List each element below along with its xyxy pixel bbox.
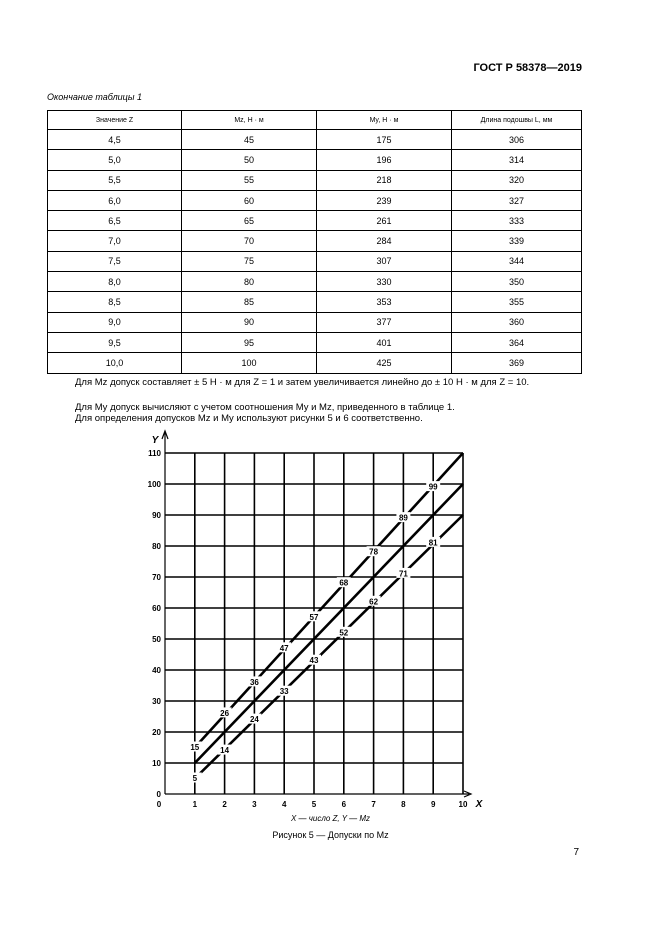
table-cell: 369 xyxy=(452,353,582,373)
tolerance-table xyxy=(47,110,582,374)
table-row xyxy=(48,130,582,150)
standard-header: ГОСТ Р 58378—2019 xyxy=(473,62,582,74)
table-cell: 339 xyxy=(452,231,582,251)
table-row xyxy=(48,332,582,352)
table-cell: 364 xyxy=(452,332,582,352)
point-label: 89 xyxy=(398,513,408,523)
table-cell: 85 xyxy=(182,292,317,312)
point-label: 99 xyxy=(428,482,438,492)
table-caption: Окончание таблицы 1 xyxy=(47,92,142,102)
point-label: 47 xyxy=(279,643,289,653)
table-cell: 330 xyxy=(317,272,452,292)
paragraph-my-tolerance: Для My допуск вычисляют с учетом соотношения My и Mz, приведенного в таблице 1. xyxy=(75,402,455,413)
x-tick-label: 4 xyxy=(281,800,287,809)
table-cell: 284 xyxy=(317,231,452,251)
figure-legend: X — число Z, Y — Mz xyxy=(290,814,371,823)
x-tick-label: 10 xyxy=(458,800,468,809)
table-row xyxy=(48,272,582,292)
paragraph-mz-tolerance: Для Mz допуск составляет ± 5 Н · м для Z = 1 и затем увеличивается линейно до ± 10 Н · м для Z = 10. xyxy=(75,377,530,388)
y-tick-label: 90 xyxy=(152,511,161,520)
table-cell: 70 xyxy=(182,231,317,251)
page-number: 7 xyxy=(573,847,579,858)
col-my: My, Н · м xyxy=(317,111,452,130)
table-row xyxy=(48,170,582,190)
table-cell: 9,5 xyxy=(48,332,182,352)
col-z: Значение Z xyxy=(48,111,182,130)
table-cell: 65 xyxy=(182,211,317,231)
table-cell: 175 xyxy=(317,130,452,150)
x-tick-label: 7 xyxy=(371,800,376,809)
point-label: 5 xyxy=(192,774,198,783)
table-cell: 377 xyxy=(317,312,452,332)
table-row xyxy=(48,292,582,312)
y-tick-label: 110 xyxy=(148,449,161,458)
y-tick-label: 60 xyxy=(152,604,161,613)
y-tick-label: 30 xyxy=(152,697,161,706)
point-label: 52 xyxy=(339,628,349,638)
table-cell: 353 xyxy=(317,292,452,312)
table-cell: 196 xyxy=(317,150,452,170)
table-row xyxy=(48,251,582,271)
table-row xyxy=(48,312,582,332)
point-label: 24 xyxy=(249,715,259,725)
y-tick-label: 100 xyxy=(147,480,161,489)
table-cell: 75 xyxy=(182,251,317,271)
x-tick-label: 0 xyxy=(156,800,162,809)
table-cell: 5,5 xyxy=(48,170,182,190)
point-label: 43 xyxy=(309,656,319,666)
table-cell: 218 xyxy=(317,170,452,190)
table-cell: 50 xyxy=(182,150,317,170)
table-cell: 320 xyxy=(452,170,582,190)
table-row xyxy=(48,150,582,170)
table-cell: 401 xyxy=(317,332,452,352)
table-cell: 45 xyxy=(182,130,317,150)
point-label: 15 xyxy=(190,743,200,752)
y-tick-label: 70 xyxy=(152,573,161,582)
table-cell: 355 xyxy=(452,292,582,312)
y-tick-label: 50 xyxy=(152,635,161,644)
x-tick-label: 6 xyxy=(341,800,347,809)
table-cell: 6,5 xyxy=(48,211,182,231)
table-header-row xyxy=(48,111,582,130)
point-label: 81 xyxy=(428,538,438,548)
x-tick-label: 2 xyxy=(222,800,227,809)
x-tick-label: 5 xyxy=(311,800,317,809)
x-tick-label: 1 xyxy=(192,800,198,809)
table-cell: 6,0 xyxy=(48,190,182,210)
table-cell: 10,0 xyxy=(48,353,182,373)
x-tick-label: 8 xyxy=(401,800,406,809)
table-cell: 9,0 xyxy=(48,312,182,332)
table-cell: 425 xyxy=(317,353,452,373)
table-cell: 7,0 xyxy=(48,231,182,251)
table-cell: 306 xyxy=(452,130,582,150)
table-cell: 261 xyxy=(317,211,452,231)
table-cell: 55 xyxy=(182,170,317,190)
x-tick-label: 3 xyxy=(252,800,257,809)
paragraph-figures-ref: Для определения допусков Mz и My используют рисунки 5 и 6 соответственно. xyxy=(75,413,423,424)
point-label: 36 xyxy=(249,677,259,687)
tolerance-chart xyxy=(135,425,495,810)
table-row xyxy=(48,211,582,231)
point-label: 33 xyxy=(279,687,289,697)
y-tick-label: 40 xyxy=(152,666,161,675)
y-tick-label: 10 xyxy=(152,759,161,768)
series-line-lower xyxy=(195,515,463,779)
table-cell: 314 xyxy=(452,150,582,170)
series-line-upper xyxy=(195,453,463,748)
table-cell: 60 xyxy=(182,190,317,210)
col-mz: Mz, Н · м xyxy=(182,111,317,130)
table-cell: 333 xyxy=(452,211,582,231)
table-cell: 8,5 xyxy=(48,292,182,312)
point-label: 71 xyxy=(398,569,408,579)
series-line-nominal xyxy=(195,484,463,763)
table-cell: 344 xyxy=(452,251,582,271)
y-tick-label: 0 xyxy=(156,790,161,799)
table-cell: 100 xyxy=(182,353,317,373)
point-label: 26 xyxy=(220,708,230,718)
table-row xyxy=(48,353,582,373)
table-row xyxy=(48,231,582,251)
point-label: 78 xyxy=(369,547,379,557)
y-tick-label: 80 xyxy=(152,542,161,551)
table-cell: 95 xyxy=(182,332,317,352)
y-tick-label: 20 xyxy=(152,728,161,737)
point-label: 57 xyxy=(309,612,319,622)
table-cell: 350 xyxy=(452,272,582,292)
col-length: Длина подошвы L, мм xyxy=(452,111,582,130)
table-cell: 90 xyxy=(182,312,317,332)
table-cell: 8,0 xyxy=(48,272,182,292)
y-axis-label: Y xyxy=(151,435,159,446)
table-cell: 80 xyxy=(182,272,317,292)
x-tick-label: 9 xyxy=(430,800,436,809)
point-label: 62 xyxy=(369,597,379,607)
figure-caption: Рисунок 5 — Допуски по Mz xyxy=(272,830,389,840)
point-label: 14 xyxy=(220,746,230,756)
point-label: 68 xyxy=(339,578,349,588)
table-cell: 360 xyxy=(452,312,582,332)
table-cell: 307 xyxy=(317,251,452,271)
table-cell: 7,5 xyxy=(48,251,182,271)
table-row xyxy=(48,190,582,210)
x-axis-label: X xyxy=(475,799,483,810)
table-cell: 239 xyxy=(317,190,452,210)
table-cell: 5,0 xyxy=(48,150,182,170)
table-cell: 327 xyxy=(452,190,582,210)
table-cell: 4,5 xyxy=(48,130,182,150)
